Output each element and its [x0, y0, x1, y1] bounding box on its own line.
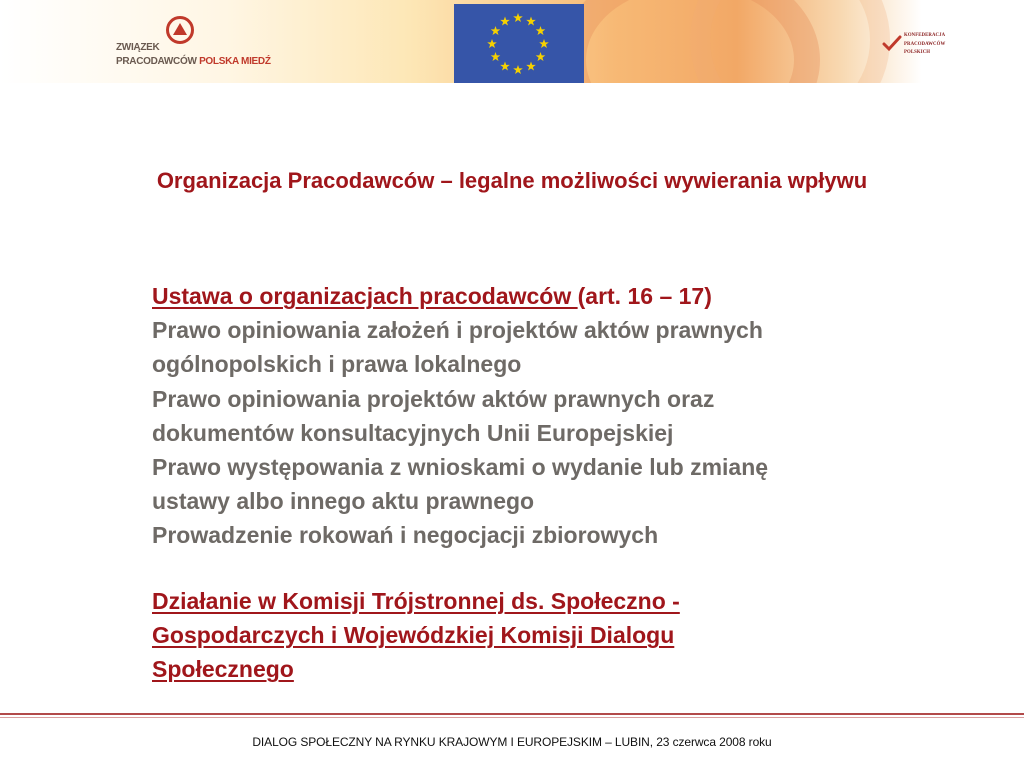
act-link[interactable]: Ustawa o organizacjach pracodawców [152, 283, 578, 309]
commission-link[interactable]: Gospodarczych i Wojewódzkiej Komisji Dialogu [152, 622, 675, 649]
zwiazek-pracodawcow-logo [116, 16, 271, 72]
body-line: Prowadzenie rokowań i negocjacji zbiorowych [152, 522, 659, 549]
commission-link-line[interactable] [152, 652, 952, 686]
body-line: Prawo opiniowania założeń i projektów aktów prawnych [152, 317, 763, 344]
section-tripartite-commission [152, 584, 952, 687]
slide-title: Organizacja Pracodawców – legalne możliwości wywierania wpływu [156, 168, 868, 193]
logo-triangle-icon [173, 23, 187, 35]
body-line: Prawo opiniowania projektów aktów prawnych oraz [152, 385, 715, 412]
article-reference: (art. 16 – 17) [577, 283, 712, 309]
footer-divider [0, 713, 1024, 715]
kpp-text-line: PRACODAWCÓW [904, 41, 946, 47]
commission-link-line[interactable] [152, 584, 952, 618]
decorative-arc [690, 0, 890, 83]
footer-divider [0, 717, 1024, 718]
body-line: ogólnopolskich i prawa lokalnego [152, 351, 522, 378]
logo-text-line1: ZWIĄZEK [116, 42, 160, 53]
commission-link-line[interactable] [152, 618, 952, 652]
kpp-text-line: POLSKICH [904, 50, 931, 55]
logo-text-line2 [116, 56, 271, 67]
logo-text-highlight: POLSKA MIEDŹ [199, 56, 271, 67]
commission-link[interactable]: Działanie w Komisji Trójstronnej ds. Społeczno - [152, 588, 680, 614]
section-heading [152, 279, 952, 313]
eu-flag-logo [454, 4, 584, 83]
footer-text: DIALOG SPOŁECZNY NA RYNKU KRAJOWYM I EUROPEJSKIM – LUBIN, 23 czerwca 2008 roku [252, 735, 772, 749]
section-legal-rights [152, 279, 952, 553]
eu-stars-icon [454, 4, 584, 83]
konfederacja-pracodawcow-logo [882, 32, 962, 62]
kpp-check-icon [882, 34, 902, 54]
body-line: dokumentów konsultacyjnych Unii Europejskiej [152, 419, 674, 446]
commission-link[interactable]: Społecznego [152, 656, 294, 683]
header-banner [0, 0, 1024, 83]
body-line: Prawo występowania z wnioskami o wydanie lub zmianę [152, 454, 769, 481]
body-line: ustawy albo innego aktu prawnego [152, 488, 535, 515]
logo-text-prefix: PRACODAWCÓW [116, 56, 200, 67]
kpp-text-line: KONFEDERACJA [904, 33, 946, 38]
